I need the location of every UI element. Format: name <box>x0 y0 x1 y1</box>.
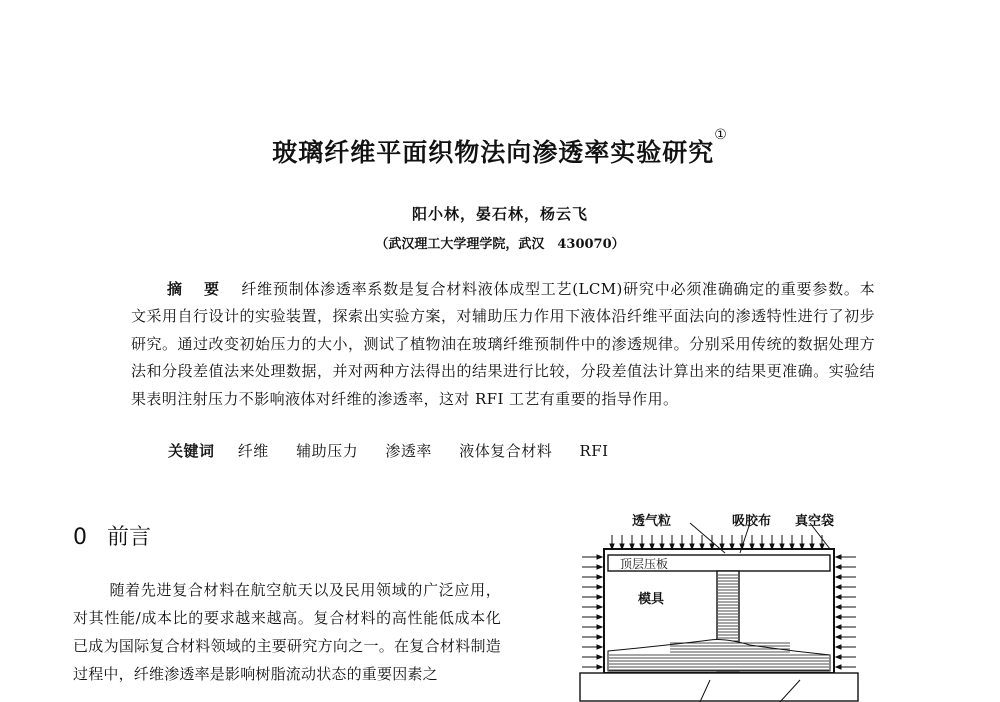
keyword: 液体复合材料 <box>459 442 553 460</box>
abstract-label: 摘 要 <box>167 280 228 298</box>
keyword: RFI <box>579 442 609 460</box>
keyword: 辅助压力 <box>296 442 359 460</box>
apparatus-figure <box>560 505 860 702</box>
keywords <box>168 440 631 461</box>
fiber-layer <box>608 640 830 671</box>
label-mold: 模具 <box>638 592 665 607</box>
keyword: 渗透率 <box>385 442 432 460</box>
top-pressure-arrows <box>610 535 824 549</box>
title-footnote-mark: ① <box>714 127 728 143</box>
section-body <box>73 576 501 688</box>
paper-title <box>0 127 1000 169</box>
title-text: 玻璃纤维平面织物法向渗透率实验研究 <box>272 138 715 167</box>
left-pressure-arrows <box>582 555 602 669</box>
section-text: 随着先进复合材料在航空航天以及民用领域的广泛应用，对其性能/成本比的要求越来越高。复合材料的高性能低成本化已成为国际复合材料领域的主要研究方向之一。在复合材料制造过程中，纤维渗透率是影响树脂流动状态的重要因素之 <box>73 581 501 683</box>
section-heading <box>73 520 151 551</box>
keywords-label: 关键词 <box>168 442 215 460</box>
label-absorb: 吸胶布 <box>732 514 772 529</box>
authors: 阳小林，晏石林，杨云飞 <box>411 205 588 223</box>
right-pressure-arrows <box>836 555 856 669</box>
affiliation: （武汉理工大学理学院，武汉 430070） <box>375 237 625 252</box>
keyword: 纤维 <box>237 442 269 460</box>
label-vent: 透气粒 <box>632 514 672 529</box>
base-plate <box>580 673 858 701</box>
abstract <box>131 276 875 413</box>
label-plate: 顶层压板 <box>620 557 669 571</box>
section-title: 前言 <box>107 525 152 550</box>
abstract-text: 纤维预制体渗透率系数是复合材料液体成型工艺(LCM)研究中必须准确确定的重要参数。本文采用自行设计的实验装置，探索出实验方案，对辅助压力作用下液体沿纤维平面法向的渗透特性进行了初步研究。通过改变初始压力的大小，测试了植物油在玻璃纤维预制件中的渗透规律。分别采用传统的数据处理方法和分段差值法来处理数据，并对两种方法得出的结果进行比较，分段差值法计算出来的结果更准确。实验结果表明注射压力不影响液体对纤维的渗透率，这对 RFI 工艺有重要的指导作用。 <box>131 280 875 408</box>
section-number: 0 <box>73 525 87 550</box>
label-bag: 真空袋 <box>795 514 835 529</box>
